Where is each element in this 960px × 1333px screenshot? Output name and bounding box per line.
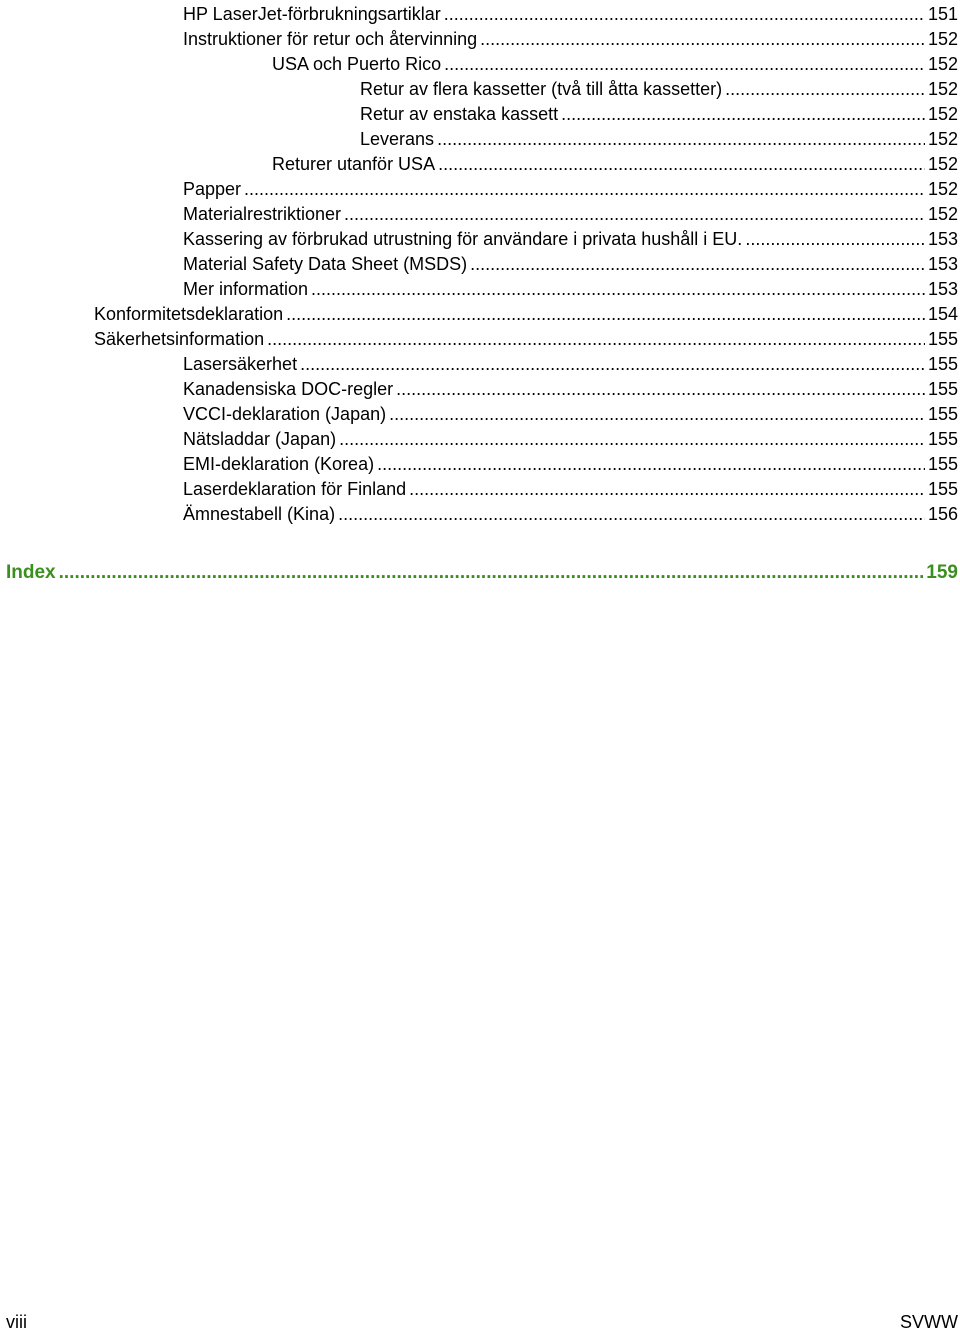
toc-entry[interactable] — [183, 250, 958, 275]
toc-leader-dots — [311, 278, 925, 300]
toc-entry-title: Nätsladdar (Japan) — [183, 429, 337, 449]
toc-entry-title: Retur av flera kassetter (två till åtta kassetter) — [360, 79, 723, 99]
toc-entry[interactable] — [360, 125, 958, 150]
toc-entry[interactable] — [183, 25, 958, 50]
toc-entry-page: 155 — [927, 454, 958, 474]
toc-entry-title: Kanadensiska DOC-regler — [183, 379, 394, 399]
toc-entry-page: 153 — [927, 229, 958, 249]
toc-entry-title: Retur av enstaka kassett — [360, 104, 559, 124]
toc-entry-page: 155 — [927, 379, 958, 399]
toc-entry-index[interactable] — [6, 558, 958, 584]
toc-leader-dots — [444, 3, 925, 25]
toc-entry-title: Konformitetsdeklaration — [94, 304, 284, 324]
toc-entry-page: 155 — [927, 354, 958, 374]
toc-entry-page: 155 — [927, 404, 958, 424]
toc-leader-dots — [389, 403, 925, 425]
toc-entry-page: 152 — [927, 79, 958, 99]
toc-entry-title: Säkerhetsinformation — [94, 329, 265, 349]
toc-entry-title: Returer utanför USA — [272, 154, 436, 174]
toc-entry-page: 152 — [927, 54, 958, 74]
toc-leader-dots — [300, 353, 925, 375]
toc-entry-title: Kassering av förbrukad utrustning för användare i privata hushåll i EU. — [183, 229, 743, 249]
toc-entry[interactable] — [183, 0, 958, 25]
toc-entry-title: Ämnestabell (Kina) — [183, 504, 336, 524]
toc-leader-dots — [396, 378, 925, 400]
toc-entry[interactable] — [272, 150, 958, 175]
toc-entry[interactable] — [183, 200, 958, 225]
toc-entry[interactable] — [94, 300, 958, 325]
toc-entry-page: 152 — [927, 204, 958, 224]
toc-entry-title: Mer information — [183, 279, 309, 299]
toc-entry[interactable] — [183, 425, 958, 450]
toc-entry-page: 152 — [927, 129, 958, 149]
toc-entry-title: Index — [6, 562, 56, 583]
toc-entry-title: Materialrestriktioner — [183, 204, 342, 224]
toc-leader-dots — [437, 128, 925, 150]
toc-entry-page: 151 — [927, 4, 958, 24]
toc-entry[interactable] — [183, 375, 958, 400]
toc-entry-title: EMI-deklaration (Korea) — [183, 454, 375, 474]
toc-leader-dots — [409, 478, 925, 500]
toc-leader-dots — [725, 78, 925, 100]
toc-entry-title: Laserdeklaration för Finland — [183, 479, 407, 499]
toc-entry-page: 153 — [927, 254, 958, 274]
toc-entry-page: 153 — [927, 279, 958, 299]
toc-entry-title: HP LaserJet-förbrukningsartiklar — [183, 4, 441, 24]
toc-entry-page: 152 — [927, 29, 958, 49]
toc-leader-dots — [745, 228, 925, 250]
toc-leader-dots — [338, 503, 925, 525]
toc-leader-dots — [480, 28, 925, 50]
toc-leader-dots — [286, 303, 925, 325]
toc-entry[interactable] — [183, 275, 958, 300]
toc-entry-page: 155 — [927, 479, 958, 499]
toc-entry[interactable] — [360, 75, 958, 100]
toc-entry[interactable] — [183, 450, 958, 475]
toc-leader-dots — [561, 103, 925, 125]
footer-page-number: viii — [6, 1312, 27, 1332]
toc-leader-dots — [267, 328, 925, 350]
toc-entry-page: 152 — [927, 179, 958, 199]
toc-entry[interactable] — [183, 225, 958, 250]
toc-entry-page: 155 — [927, 429, 958, 449]
toc-entry[interactable] — [183, 400, 958, 425]
toc-leader-dots — [244, 178, 925, 200]
toc-leader-dots — [59, 562, 924, 584]
toc-entry-title: Lasersäkerhet — [183, 354, 298, 374]
toc-leader-dots — [377, 453, 925, 475]
toc-entry-title: Leverans — [360, 129, 435, 149]
toc-leader-dots — [438, 153, 925, 175]
toc-entry-title: Papper — [183, 179, 242, 199]
toc-leader-dots — [444, 53, 925, 75]
toc-leader-dots — [344, 203, 925, 225]
toc-entry-page: 156 — [927, 504, 958, 524]
footer-code: SVWW — [900, 1312, 958, 1332]
toc-entry-page: 152 — [927, 154, 958, 174]
toc-entry-title: VCCI-deklaration (Japan) — [183, 404, 387, 424]
toc-entry-title: Material Safety Data Sheet (MSDS) — [183, 254, 468, 274]
toc-entry[interactable] — [94, 325, 958, 350]
toc-entry[interactable] — [183, 500, 958, 525]
toc-entry[interactable] — [183, 350, 958, 375]
toc-entry[interactable] — [360, 100, 958, 125]
toc-leader-dots — [470, 253, 925, 275]
toc-entry-page: 155 — [927, 329, 958, 349]
toc-leader-dots — [339, 428, 925, 450]
toc-entry-title: USA och Puerto Rico — [272, 54, 442, 74]
toc-entry-page: 159 — [926, 562, 958, 583]
toc-entry-title: Instruktioner för retur och återvinning — [183, 29, 478, 49]
toc-entry-page: 154 — [927, 304, 958, 324]
toc-entry[interactable] — [272, 50, 958, 75]
toc-entry[interactable] — [183, 175, 958, 200]
toc-entry[interactable] — [183, 475, 958, 500]
toc-entry-page: 152 — [927, 104, 958, 124]
